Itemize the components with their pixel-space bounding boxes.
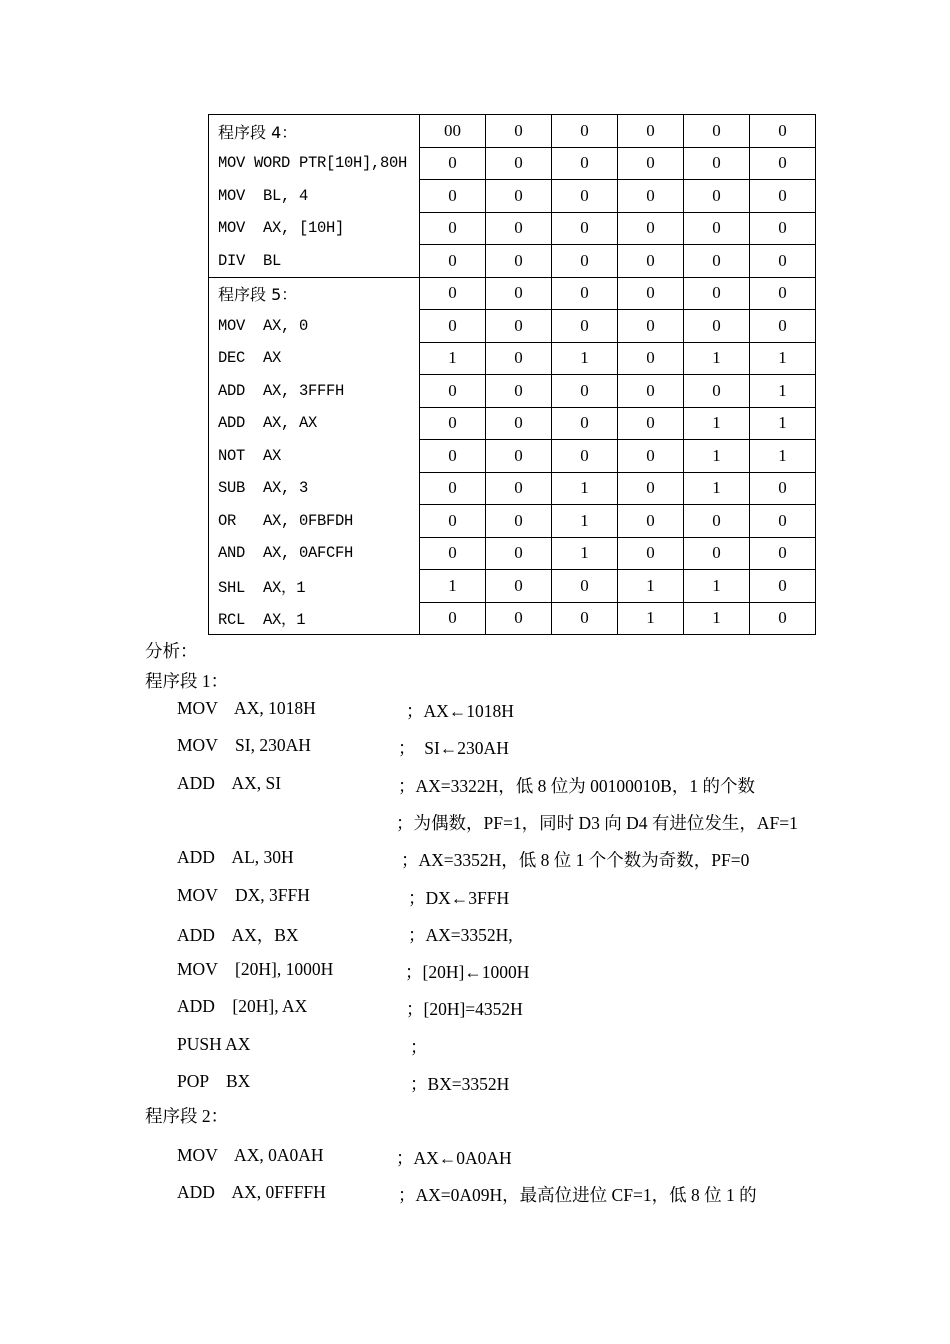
flag-value-cell: 0	[750, 310, 816, 343]
flag-value-cell: 0	[684, 180, 750, 213]
table-row	[209, 277, 816, 310]
flag-value-cell: 0	[420, 407, 486, 440]
flag-value-cell: 0	[750, 472, 816, 505]
flag-value-cell: 0	[750, 180, 816, 213]
code-cell: MOV BL, 4	[209, 180, 420, 213]
comment-text: ；AX←0A0AH	[396, 1148, 512, 1168]
code-cell: RCL AX，1	[209, 602, 420, 635]
flag-value-cell: 1	[750, 407, 816, 440]
comment-text: ；AX=3352H，低 8 位 1 个个数为奇数，PF=0	[401, 850, 750, 871]
comment-text: ；为偶数，PF=1，同时 D3 向 D4 有进位发生，AF=1	[396, 812, 798, 833]
code-cell: MOV WORD PTR[10H],80H	[209, 147, 420, 180]
flag-value-cell: 0	[420, 245, 486, 278]
flag-value-cell: 1	[552, 342, 618, 375]
flag-value-cell: 0	[618, 245, 684, 278]
comment-text: ；AX=3322H，低 8 位为 00100010B，1 的个数	[398, 775, 755, 796]
flag-value-cell: 0	[486, 440, 552, 473]
flag-value-cell: 0	[750, 505, 816, 538]
flag-value-cell: 0	[618, 115, 684, 148]
table-row	[209, 472, 816, 505]
flag-value-cell: 0	[552, 440, 618, 473]
flag-value-cell: 0	[618, 407, 684, 440]
table-row	[209, 342, 816, 375]
code-cell: 程序段 5：	[209, 277, 420, 310]
flag-value-cell: 0	[486, 212, 552, 245]
code-cell: AND AX, 0AFCFH	[209, 537, 420, 570]
flag-value-cell: 0	[486, 537, 552, 570]
code-cell: SHL AX，1	[209, 570, 420, 603]
segment-2-title: 程序段 2：	[145, 1106, 229, 1126]
flag-value-cell: 1	[684, 472, 750, 505]
flag-value-cell: 1	[684, 342, 750, 375]
instruction-text: POP BX	[177, 1071, 251, 1091]
instruction-text: ADD AX, 0FFFFH	[177, 1182, 326, 1203]
flag-value-cell: 0	[684, 147, 750, 180]
flag-value-cell: 1	[750, 342, 816, 375]
instruction-text: MOV DX, 3FFH	[177, 884, 310, 905]
flag-value-cell: 0	[486, 147, 552, 180]
flag-value-cell: 0	[684, 310, 750, 343]
flag-value-cell: 0	[486, 342, 552, 375]
flag-value-cell: 1	[420, 342, 486, 375]
instruction-text: MOV SI, 230AH	[177, 735, 311, 756]
flag-value-cell: 0	[486, 310, 552, 343]
flag-value-cell: 0	[684, 505, 750, 538]
flag-value-cell: 0	[552, 570, 618, 603]
flag-value-cell: 0	[486, 602, 552, 635]
flag-value-cell: 1	[618, 602, 684, 635]
flag-value-cell: 0	[552, 115, 618, 148]
flag-value-cell: 0	[552, 407, 618, 440]
code-cell: MOV AX, [10H]	[209, 212, 420, 245]
flag-value-cell: 0	[684, 537, 750, 570]
instruction-text: PUSH AX	[177, 1033, 251, 1054]
table-row	[209, 440, 816, 473]
flag-value-cell: 0	[486, 472, 552, 505]
code-cell: OR AX, 0FBFDH	[209, 505, 420, 538]
flag-value-cell: 0	[618, 147, 684, 180]
flag-value-cell: 1	[750, 440, 816, 473]
code-cell: ADD AX, 3FFFH	[209, 375, 420, 408]
code-cell: NOT AX	[209, 440, 420, 473]
flag-value-cell: 0	[750, 245, 816, 278]
flag-value-cell: 1	[684, 440, 750, 473]
flag-value-cell: 0	[618, 472, 684, 505]
flag-value-cell: 0	[486, 277, 552, 310]
flag-value-cell: 0	[552, 602, 618, 635]
instruction-text: MOV AX, 1018H	[177, 698, 316, 718]
flag-value-cell: 1	[684, 570, 750, 603]
code-cell: DEC AX	[209, 342, 420, 375]
code-cell: ADD AX, AX	[209, 407, 420, 440]
flag-value-cell: 0	[750, 147, 816, 180]
comment-text: ； SI←230AH	[398, 738, 509, 759]
flag-value-cell: 0	[684, 115, 750, 148]
flag-value-cell: 0	[486, 115, 552, 148]
table-row	[209, 570, 816, 603]
flag-value-cell: 0	[486, 180, 552, 213]
flag-value-cell: 0	[618, 537, 684, 570]
flag-value-cell: 0	[486, 375, 552, 408]
instruction-text: MOV AX, 0A0AH	[177, 1145, 324, 1165]
flag-value-cell: 0	[552, 147, 618, 180]
flag-value-cell: 0	[618, 375, 684, 408]
flag-value-cell: 0	[552, 212, 618, 245]
flag-value-cell: 0	[552, 180, 618, 213]
comment-text: ；AX=0A09H，最高位进位 CF=1，低 8 位 1 的	[398, 1185, 757, 1206]
table-row	[209, 537, 816, 570]
flag-value-cell: 0	[420, 310, 486, 343]
comment-text: ；[20H]=4352H	[406, 999, 523, 1020]
instruction-text: ADD AX，BX	[177, 924, 299, 945]
flag-value-cell: 1	[684, 602, 750, 635]
flag-value-cell: 1	[618, 570, 684, 603]
flag-value-cell: 0	[552, 277, 618, 310]
flag-value-cell: 0	[684, 277, 750, 310]
flag-value-cell: 1	[552, 472, 618, 505]
flag-value-cell: 0	[420, 147, 486, 180]
flag-value-cell: 0	[420, 212, 486, 245]
flag-value-cell: 1	[552, 537, 618, 570]
segment-1-title: 程序段 1：	[145, 671, 229, 691]
code-cell: DIV BL	[209, 245, 420, 278]
comment-text: ；BX=3352H	[410, 1074, 510, 1094]
flag-value-cell: 0	[684, 245, 750, 278]
flag-value-cell: 1	[552, 505, 618, 538]
flag-value-cell: 0	[486, 505, 552, 538]
flag-value-cell: 0	[618, 277, 684, 310]
instruction-text: ADD AX, SI	[177, 772, 282, 793]
flag-value-cell: 0	[618, 440, 684, 473]
flag-value-cell: 0	[750, 115, 816, 148]
flag-value-cell: 0	[618, 180, 684, 213]
table-row	[209, 375, 816, 408]
table-row	[209, 147, 816, 180]
table-row	[209, 115, 816, 148]
instruction-text: ADD [20H], AX	[177, 996, 308, 1017]
table-row	[209, 180, 816, 213]
flag-value-cell: 0	[684, 212, 750, 245]
flag-value-cell: 0	[420, 180, 486, 213]
flag-value-cell: 0	[750, 570, 816, 603]
flag-value-cell: 0	[420, 440, 486, 473]
table-row	[209, 245, 816, 278]
flag-value-cell: 1	[420, 570, 486, 603]
flag-value-cell: 1	[684, 407, 750, 440]
table-row	[209, 505, 816, 538]
flag-value-cell: 0	[684, 375, 750, 408]
flag-value-cell: 0	[552, 375, 618, 408]
flag-value-cell: 0	[750, 212, 816, 245]
flag-value-cell: 0	[618, 505, 684, 538]
table-row	[209, 212, 816, 245]
flag-value-cell: 0	[750, 277, 816, 310]
flag-value-cell: 0	[486, 245, 552, 278]
flag-value-cell: 0	[420, 472, 486, 505]
comment-text: ；AX=3352H,	[408, 924, 513, 945]
comment-text: ；DX←3FFH	[408, 887, 510, 908]
flag-value-cell: 0	[420, 537, 486, 570]
instruction-text: MOV [20H], 1000H	[177, 959, 334, 980]
flag-value-cell: 0	[420, 505, 486, 538]
flag-value-cell: 0	[420, 277, 486, 310]
table-row	[209, 407, 816, 440]
flag-table	[208, 114, 816, 635]
table-row	[209, 602, 816, 635]
comment-text: ；AX←1018H	[406, 701, 514, 721]
flag-value-cell: 0	[420, 602, 486, 635]
flag-value-cell: 0	[552, 245, 618, 278]
table-row	[209, 310, 816, 343]
flag-value-cell: 0	[618, 310, 684, 343]
code-cell: 程序段 4：	[209, 115, 420, 148]
instruction-text: ADD AL, 30H	[177, 847, 294, 868]
flag-value-cell: 0	[618, 342, 684, 375]
code-cell: MOV AX, 0	[209, 310, 420, 343]
flag-value-cell: 0	[486, 407, 552, 440]
flag-value-cell: 0	[420, 375, 486, 408]
flag-value-cell: 0	[750, 602, 816, 635]
flag-value-cell: 0	[750, 537, 816, 570]
flag-value-cell: 0	[486, 570, 552, 603]
analysis-title: 分析：	[145, 641, 198, 661]
flag-value-cell: 00	[420, 115, 486, 148]
flag-value-cell: 0	[618, 212, 684, 245]
comment-text: ；	[410, 1036, 428, 1057]
code-cell: SUB AX, 3	[209, 472, 420, 505]
flag-value-cell: 1	[750, 375, 816, 408]
flag-value-cell: 0	[552, 310, 618, 343]
comment-text: ；[20H]←1000H	[405, 962, 530, 983]
flag-table-body	[209, 115, 816, 635]
